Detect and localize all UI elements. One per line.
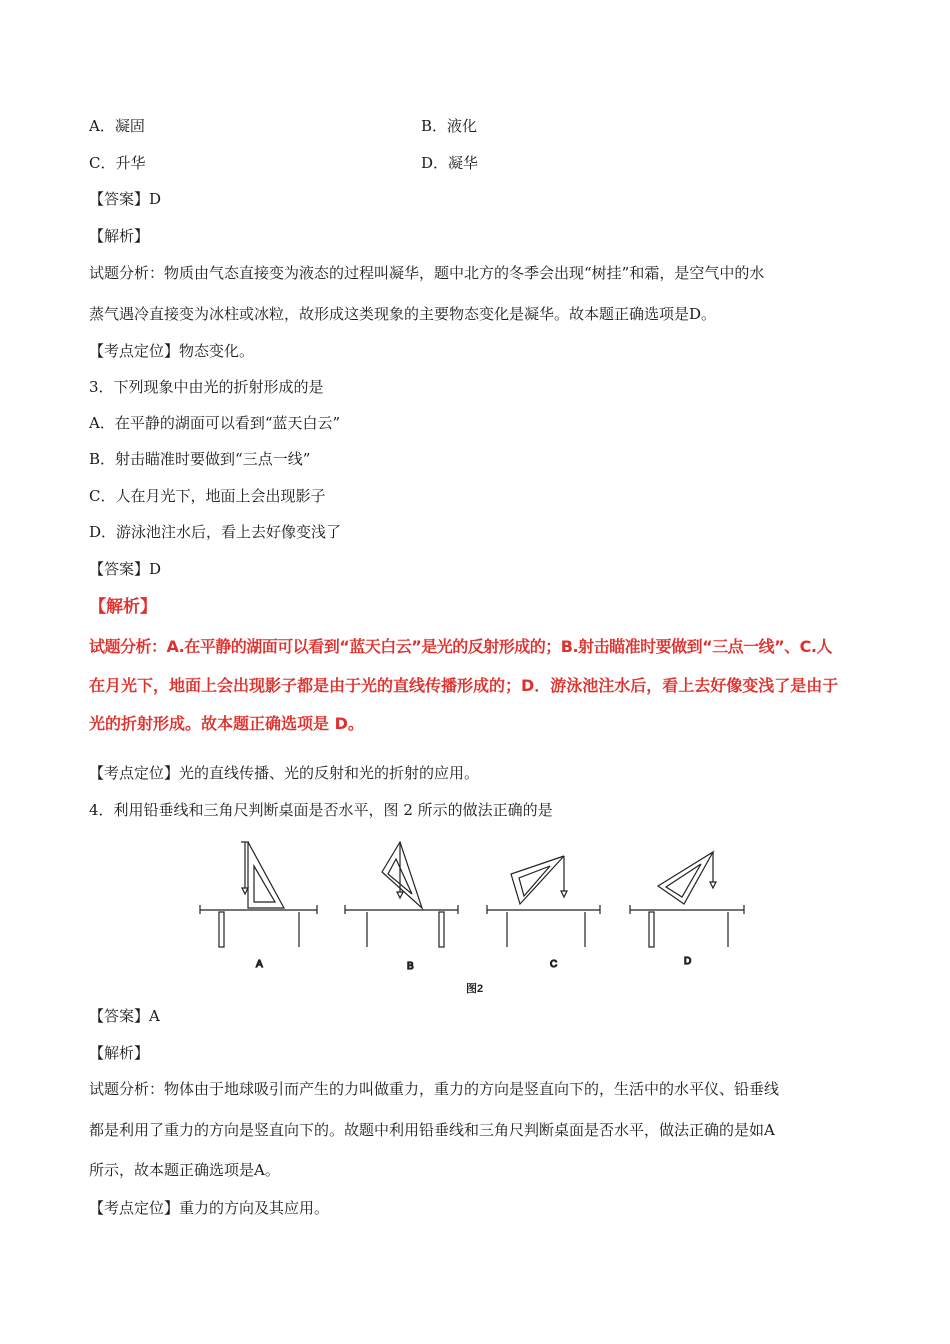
q2-answer: 【答案】D [89, 190, 162, 208]
q2-analysis-line-2: 蒸气遇冷直接变为冰柱或冰粒，故形成这类现象的主要物态变化是凝华。故本题正确选项是D。 [89, 305, 717, 323]
q3-analysis-heading: 【解析】 [89, 597, 157, 617]
q2-option-a: A．凝固 [89, 117, 145, 135]
q4-knowledge-point: 【考点定位】重力的方向及其应用。 [89, 1199, 330, 1217]
q3-question: 3．下列现象中由光的折射形成的是 [89, 378, 324, 396]
q3-option-d: D．游泳池注水后，看上去好像变浅了 [89, 523, 342, 541]
q4-answer: 【答案】A [89, 1007, 160, 1025]
panel-b [345, 842, 458, 972]
label-a: A [256, 959, 263, 970]
q4-analysis-line-3: 所示，故本题正确选项是A。 [89, 1161, 280, 1179]
figure-2-diagram [195, 836, 755, 981]
q3-analysis-line-1: 试题分析：A.在平静的湖面可以看到“蓝天白云”是光的反射形成的；B.射击瞄准时要做到“三点一线”、C.人 [89, 637, 832, 656]
q4-analysis-line-1: 试题分析：物体由于地球吸引而产生的力叫做重力，重力的方向是竖直向下的，生活中的水平仪、铅垂线 [89, 1080, 780, 1098]
q3-option-a: A．在平静的湖面可以看到“蓝天白云” [89, 414, 341, 432]
q4-question: 4．利用铅垂线和三角尺判断桌面是否水平，图 2 所示的做法正确的是 [89, 801, 553, 819]
label-b: B [407, 961, 414, 972]
q2-knowledge-point: 【考点定位】物态变化。 [89, 342, 255, 360]
q3-answer: 【答案】D [89, 560, 162, 578]
q3-option-b: B．射击瞄准时要做到“三点一线” [89, 450, 311, 468]
q2-option-b: B．液化 [421, 117, 478, 135]
q3-knowledge-point: 【考点定位】光的直线传播、光的反射和光的折射的应用。 [89, 764, 480, 782]
q4-analysis-line-2: 都是利用了重力的方向是竖直向下的。故题中利用铅垂线和三角尺判断桌面是否水平，做法正确的是如A [89, 1121, 775, 1139]
panel-a [200, 842, 317, 970]
q3-analysis-line-3: 光的折射形成。故本题正确选项是 D。 [89, 714, 364, 733]
label-c: C [550, 959, 558, 970]
q2-analysis-line-1: 试题分析：物质由气态直接变为液态的过程叫凝华，题中北方的冬季会出现“树挂”和霜，是空气中的水 [89, 264, 765, 282]
panel-d [630, 852, 744, 967]
q2-option-d: D．凝华 [421, 154, 479, 172]
q2-analysis-heading: 【解析】 [89, 227, 150, 245]
q4-analysis-heading: 【解析】 [89, 1044, 150, 1062]
q3-option-c: C．人在月光下，地面上会出现影子 [89, 487, 326, 505]
q3-analysis-line-2: 在月光下，地面上会出现影子都是由于光的直线传播形成的；D．游泳池注水后，看上去好像变浅了是由于 [89, 676, 839, 695]
q2-option-c: C．升华 [89, 154, 146, 172]
panel-c [487, 856, 600, 970]
figure-caption: 图2 [466, 983, 484, 995]
label-d: D [684, 956, 692, 967]
